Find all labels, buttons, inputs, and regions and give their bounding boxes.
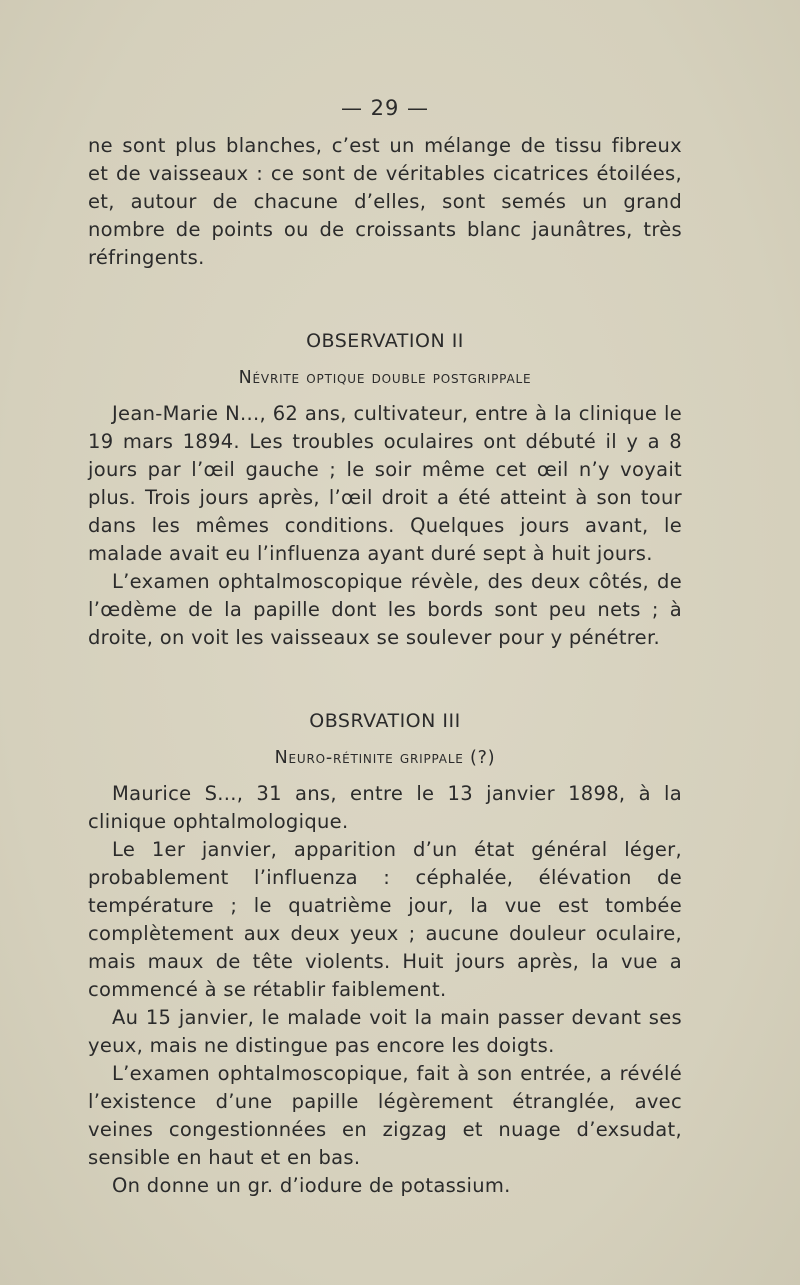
intro-paragraph: ne sont plus blanches, c’est un mélange de tissu fibreux et de vaisseaux : ce sont de véritables cicatrices étoilées, et, autour de chacune d’elles, sont semés un grand nombre de points ou de croissants blanc jaunâtres, très réfringents. [88,134,682,269]
observation-2-title: OBSERVATION II [306,330,464,352]
observation-2-paragraph: Jean-Marie N..., 62 ans, cultivateur, entre à la clinique le 19 mars 1894. Les troubles oculaires ont débuté il y a 8 jours par l’œil gauche ; le soir même cet œil n’y voyait plus. Trois jours après, l’œil droit a été atteint à son tour dans les mêmes conditions. Quelques jours avant, le malade avait eu l’influenza ayant duré sept à huit jours. [88,402,682,565]
observation-2-section [88,330,682,652]
observation-3-paragraph: Maurice S..., 31 ans, entre le 13 janvier 1898, à la clinique ophtalmologique. [88,782,682,833]
observation-3-title: OBSRVATION III [309,710,461,732]
observation-3-paragraph: On donne un gr. d’iodure de potassium. [112,1174,511,1197]
observation-3-paragraph: Le 1er janvier, apparition d’un état général léger, probablement l’influenza : céphalée, élévation de température ; le quatrième jour, la vue est tombée complètement aux deux yeux ; aucune douleur oculaire, mais maux de tête violents. Huit jours après, la vue a commencé à se rétablir faiblement. [88,838,682,1001]
observation-3-paragraph: L’examen ophtalmoscopique, fait à son entrée, a révélé l’existence d’une papille légèrement étranglée, avec veines congestionnées en zigzag et nuage d’exsudat, sensible en haut et en bas. [88,1062,682,1169]
observation-3-subtitle: Neuro-rétinite grippale (?) [274,748,496,768]
page-number: — 29 — [340,96,430,120]
observation-3-paragraph: Au 15 janvier, le malade voit la main passer devant ses yeux, mais ne distingue pas encore les doigts. [88,1006,682,1057]
observation-2-paragraph: L’examen ophtalmoscopique révèle, des deux côtés, de l’œdème de la papille dont les bords sont peu nets ; à droite, on voit les vaisseaux se soulever pour y pénétrer. [88,570,682,649]
observation-2-subtitle: Névrite optique double postgrippale [238,368,532,388]
observation-3-section [88,710,682,1200]
